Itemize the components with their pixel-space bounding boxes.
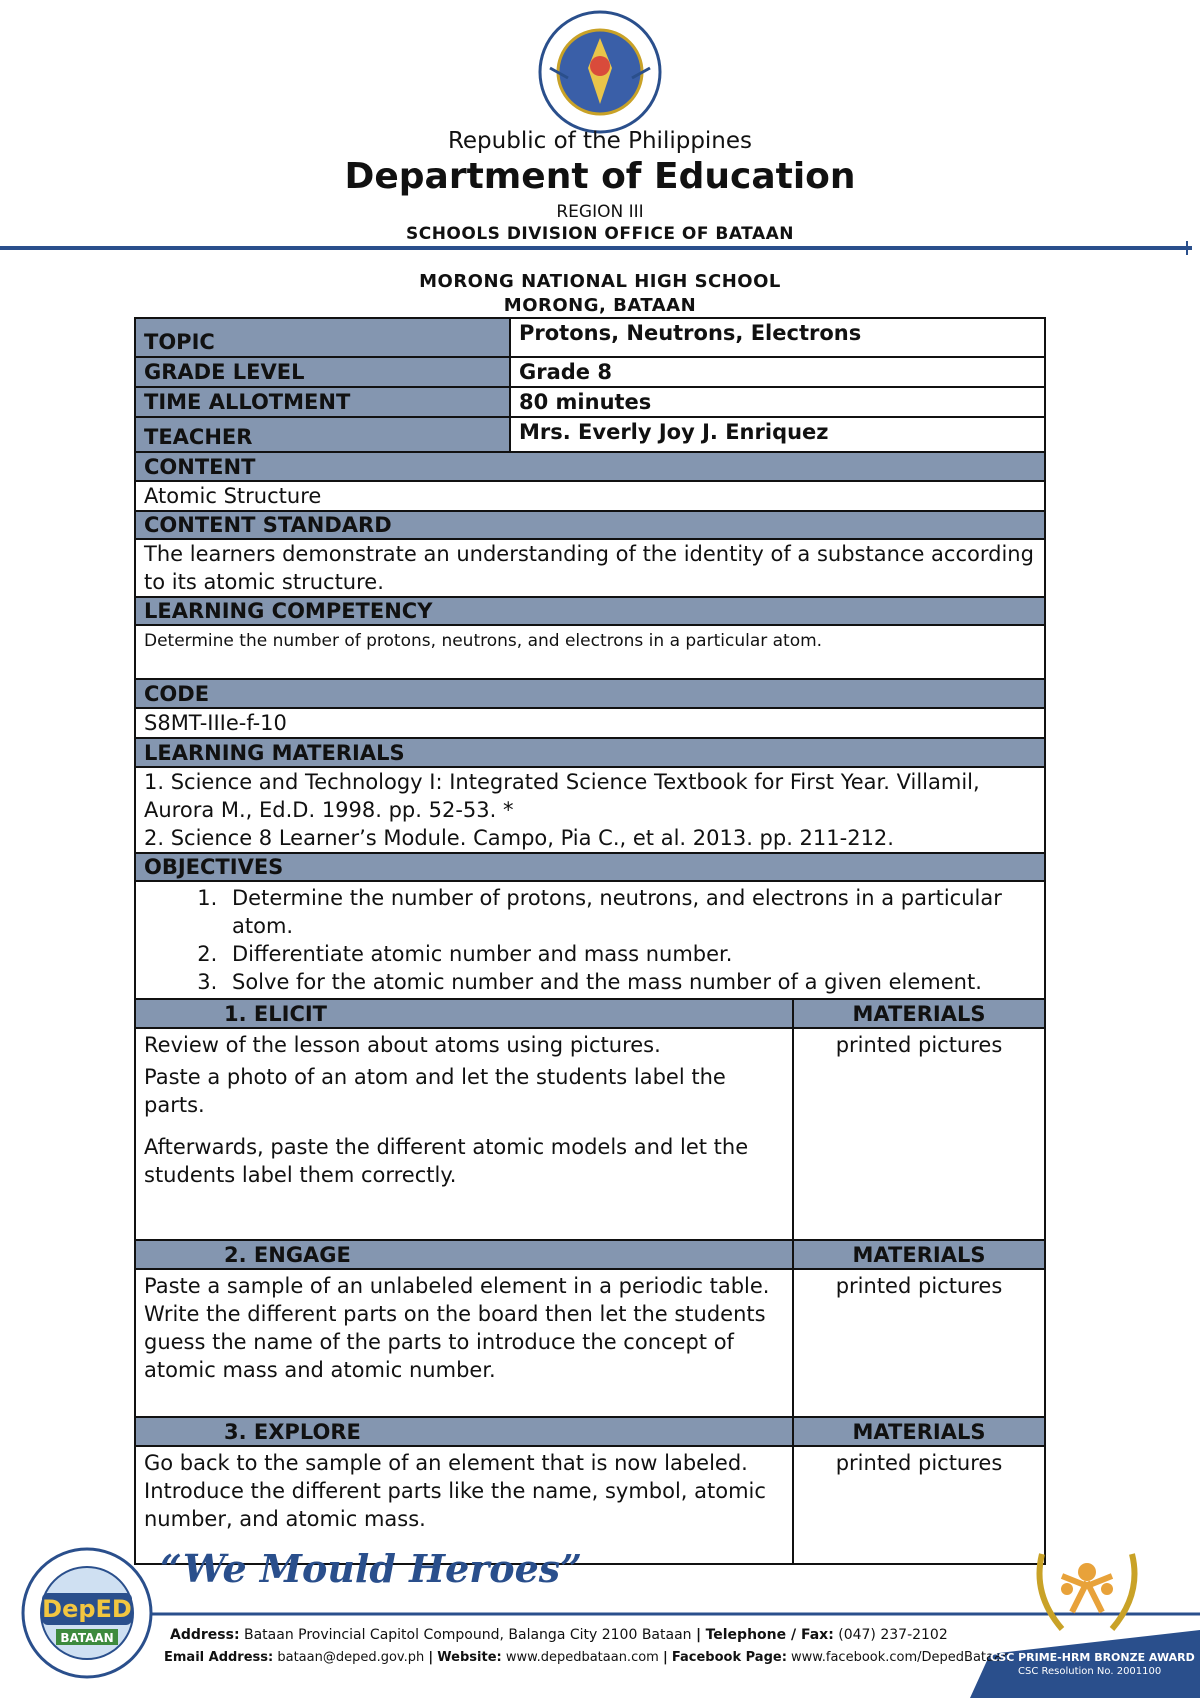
address-label: Address: (170, 1627, 240, 1643)
engage-description (135, 1269, 793, 1417)
content-value: Atomic Structure (135, 481, 1045, 511)
award-title: CSC PRIME-HRM BRONZE AWARD (990, 1651, 1195, 1664)
engage-text-1: Paste a sample of an unlabeled element in a periodic table. (144, 1274, 770, 1298)
republic-heading: Republic of the Philippines (447, 128, 753, 154)
school-location: MORONG, BATAAN (503, 295, 697, 316)
region-label: REGION III (556, 202, 644, 222)
header-divider (0, 246, 1192, 250)
elicit-text-2: Paste a photo of an atom and let the students label the parts. (144, 1065, 726, 1117)
logo-text: DepED (42, 1595, 132, 1623)
phone-value: (047) 237-2102 (838, 1627, 948, 1643)
address-line: Address: Bataan Provincial Capitol Compound, Balanga City 2100 Bataan | Telephone / Fax: (047) 237-2102 (170, 1627, 948, 1643)
code-header: CODE (135, 679, 1045, 708)
lesson-plan-table (134, 317, 1046, 1565)
address-value: Bataan Provincial Capitol Compound, Balanga City 2100 Bataan (244, 1627, 692, 1643)
award-resolution: CSC Resolution No. 2001100 (1018, 1666, 1162, 1677)
elicit-text-3: Afterwards, paste the different atomic models and let the students label them correctly. (144, 1135, 749, 1187)
website-link[interactable]: www.depedbataan.com (505, 1650, 659, 1665)
phone-label: Telephone / Fax: (705, 1627, 834, 1643)
teacher-row (135, 417, 1045, 452)
explore-header-row (135, 1417, 1045, 1446)
competency-value: Determine the number of protons, neutrons, and electrons in a particular atom. (135, 625, 1045, 679)
explore-material: printed pictures (793, 1446, 1045, 1564)
materials-header: LEARNING MATERIALS (135, 738, 1045, 767)
explore-materials-label: MATERIALS (793, 1417, 1045, 1446)
material-item-1: 1. Science and Technology I: Integrated Science Textbook for First Year. Villamil, Aurora M., Ed.D. 1998. pp. 52-53. * (144, 770, 980, 822)
deped-bataan-logo (20, 1535, 155, 1685)
time-value: 80 minutes (510, 387, 1045, 417)
explore-text-1: Go back to the sample of an element that is now labeled. (144, 1451, 748, 1475)
contact-line: Email Address: bataan@deped.gov.ph | Website: www.depedbataan.com | Facebook Page: www.facebook.com/DepedBataan (164, 1650, 1011, 1665)
content-standard-header: CONTENT STANDARD (135, 511, 1045, 539)
website-label: Website: (437, 1650, 502, 1665)
explore-text-2: Introduce the different parts like the name, symbol, atomic number, and atomic mass. (144, 1479, 766, 1531)
grade-label: GRADE LEVEL (135, 357, 510, 387)
department-title: Department of Education (344, 156, 856, 197)
facebook-link[interactable]: www.facebook.com/DepedBataan (791, 1650, 1011, 1665)
time-label: TIME ALLOTMENT (135, 387, 510, 417)
deped-seal-logo (530, 8, 670, 138)
topic-row (135, 318, 1045, 357)
elicit-text-1: Review of the lesson about atoms using pictures. (144, 1033, 661, 1057)
materials-list (135, 767, 1045, 853)
content-header: CONTENT (135, 452, 1045, 481)
topic-label: TOPIC (135, 318, 510, 357)
elicit-description (135, 1028, 793, 1240)
facebook-label: Facebook Page: (671, 1650, 787, 1665)
elicit-material: printed pictures (793, 1028, 1045, 1240)
school-name: MORONG NATIONAL HIGH SCHOOL (419, 271, 781, 292)
email-link[interactable]: bataan@deped.gov.ph (277, 1650, 425, 1665)
email-label: Email Address: (164, 1650, 274, 1665)
grade-row (135, 357, 1045, 387)
header-divider-tip (1186, 241, 1188, 255)
elicit-row (135, 1028, 1045, 1240)
engage-row (135, 1269, 1045, 1417)
motto: “We Mould Heroes” (160, 1546, 583, 1591)
elicit-title: 1. ELICIT (135, 999, 793, 1028)
teacher-label: TEACHER (135, 417, 510, 452)
explore-title: 3. EXPLORE (135, 1417, 793, 1446)
elicit-materials-label: MATERIALS (793, 999, 1045, 1028)
division-label: SCHOOLS DIVISION OFFICE OF BATAAN (405, 224, 795, 244)
engage-text-2: Write the different parts on the board then let the students guess the name of the parts to introduce the concept of atomic mass and atomic number. (144, 1302, 766, 1382)
engage-header-row (135, 1240, 1045, 1269)
elicit-header-row (135, 999, 1045, 1028)
teacher-value: Mrs. Everly Joy J. Enriquez (510, 417, 1045, 452)
time-row (135, 387, 1045, 417)
grade-value: Grade 8 (510, 357, 1045, 387)
objectives-list (135, 881, 1045, 999)
engage-materials-label: MATERIALS (793, 1240, 1045, 1269)
engage-material: printed pictures (793, 1269, 1045, 1417)
award-laurel-logo (1022, 1534, 1152, 1644)
topic-value: Protons, Neutrons, Electrons (510, 318, 1045, 357)
code-value: S8MT-IIIe-f-10 (135, 708, 1045, 738)
objectives-header: OBJECTIVES (135, 853, 1045, 881)
logo-subtext: BATAAN (60, 1631, 114, 1645)
competency-header: LEARNING COMPETENCY (135, 597, 1045, 625)
objective-item: 1. Determine the number of protons, neutrons, and electrons in a particular atom. (224, 884, 1036, 940)
objective-item: 3. Solve for the atomic number and the mass number of a given element. (224, 968, 1036, 996)
content-standard-value: The learners demonstrate an understanding of the identity of a substance according to its atomic structure. (135, 539, 1045, 597)
engage-title: 2. ENGAGE (135, 1240, 793, 1269)
objective-item: 2. Differentiate atomic number and mass number. (224, 940, 1036, 968)
material-item-2: 2. Science 8 Learner’s Module. Campo, Pia C., et al. 2013. pp. 211-212. (144, 826, 894, 850)
